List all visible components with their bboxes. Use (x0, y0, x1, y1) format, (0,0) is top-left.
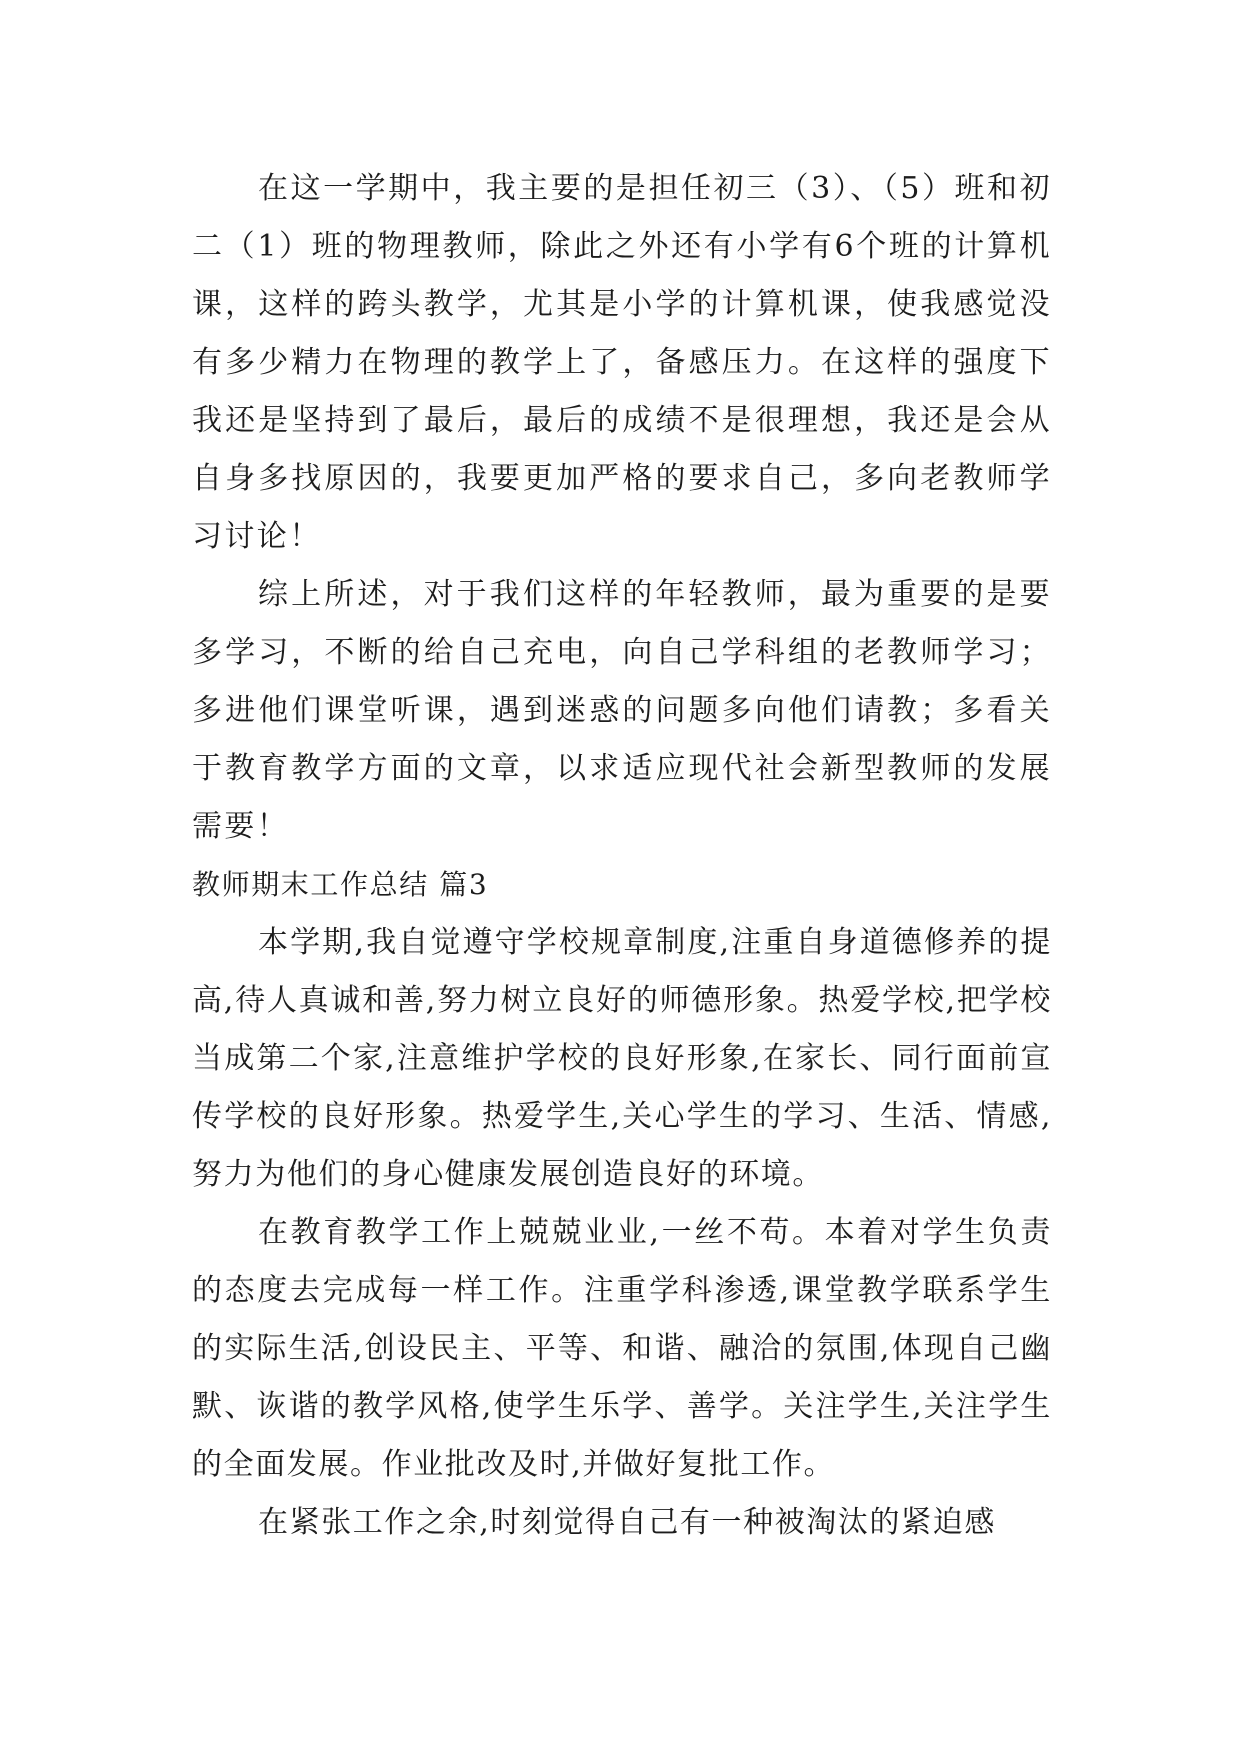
paragraph-self-improvement: 在紧张工作之余,时刻觉得自己有一种被淘汰的紧迫感 (258, 1505, 996, 1540)
section-heading: 教师期末工作总结 篇3 (192, 868, 489, 901)
paragraph-ethics: 本学期,我自觉遵守学校规章制度,注重自身道德修养的提高,待人真诚和善,努力树立良好的师德形象。热爱学校,把学校当成第二个家,注意维护学校的良好形象,在家长、同行面前宣传学校的良好形象。热爱学生,关心学生的学习、生活、情感,努力为他们的身心健康发展创造良好的环境。 (192, 925, 1052, 1192)
document-page (192, 160, 1052, 1552)
paragraph-workload: 在这一学期中，我主要的是担任初三（3）、（5）班和初二（1）班的物理教师，除此之外还有小学有6个班的计算机课，这样的跨头教学，尤其是小学的计算机课，使我感觉没有多少精力在物理的教学上了，备感压力。在这样的强度下我还是坚持到了最后，最后的成绩不是很理想，我还是会从自身多找原因的，我要更加严格的要求自己，多向老教师学习讨论！ (192, 171, 1052, 554)
paragraph-teaching: 在教育教学工作上兢兢业业,一丝不苟。本着对学生负责的态度去完成每一样工作。注重学科渗透,课堂教学联系学生的实际生活,创设民主、平等、和谐、融洽的氛围,体现自己幽默、诙谐的教学风格,使学生乐学、善学。关注学生,关注学生的全面发展。作业批改及时,并做好复批工作。 (192, 1215, 1052, 1482)
paragraph-summary: 综上所述，对于我们这样的年轻教师，最为重要的是要多学习，不断的给自己充电，向自己学科组的老教师学习；多进他们课堂听课，遇到迷惑的问题多向他们请教；多看关于教育教学方面的文章，以求适应现代社会新型教师的发展需要！ (192, 577, 1052, 844)
